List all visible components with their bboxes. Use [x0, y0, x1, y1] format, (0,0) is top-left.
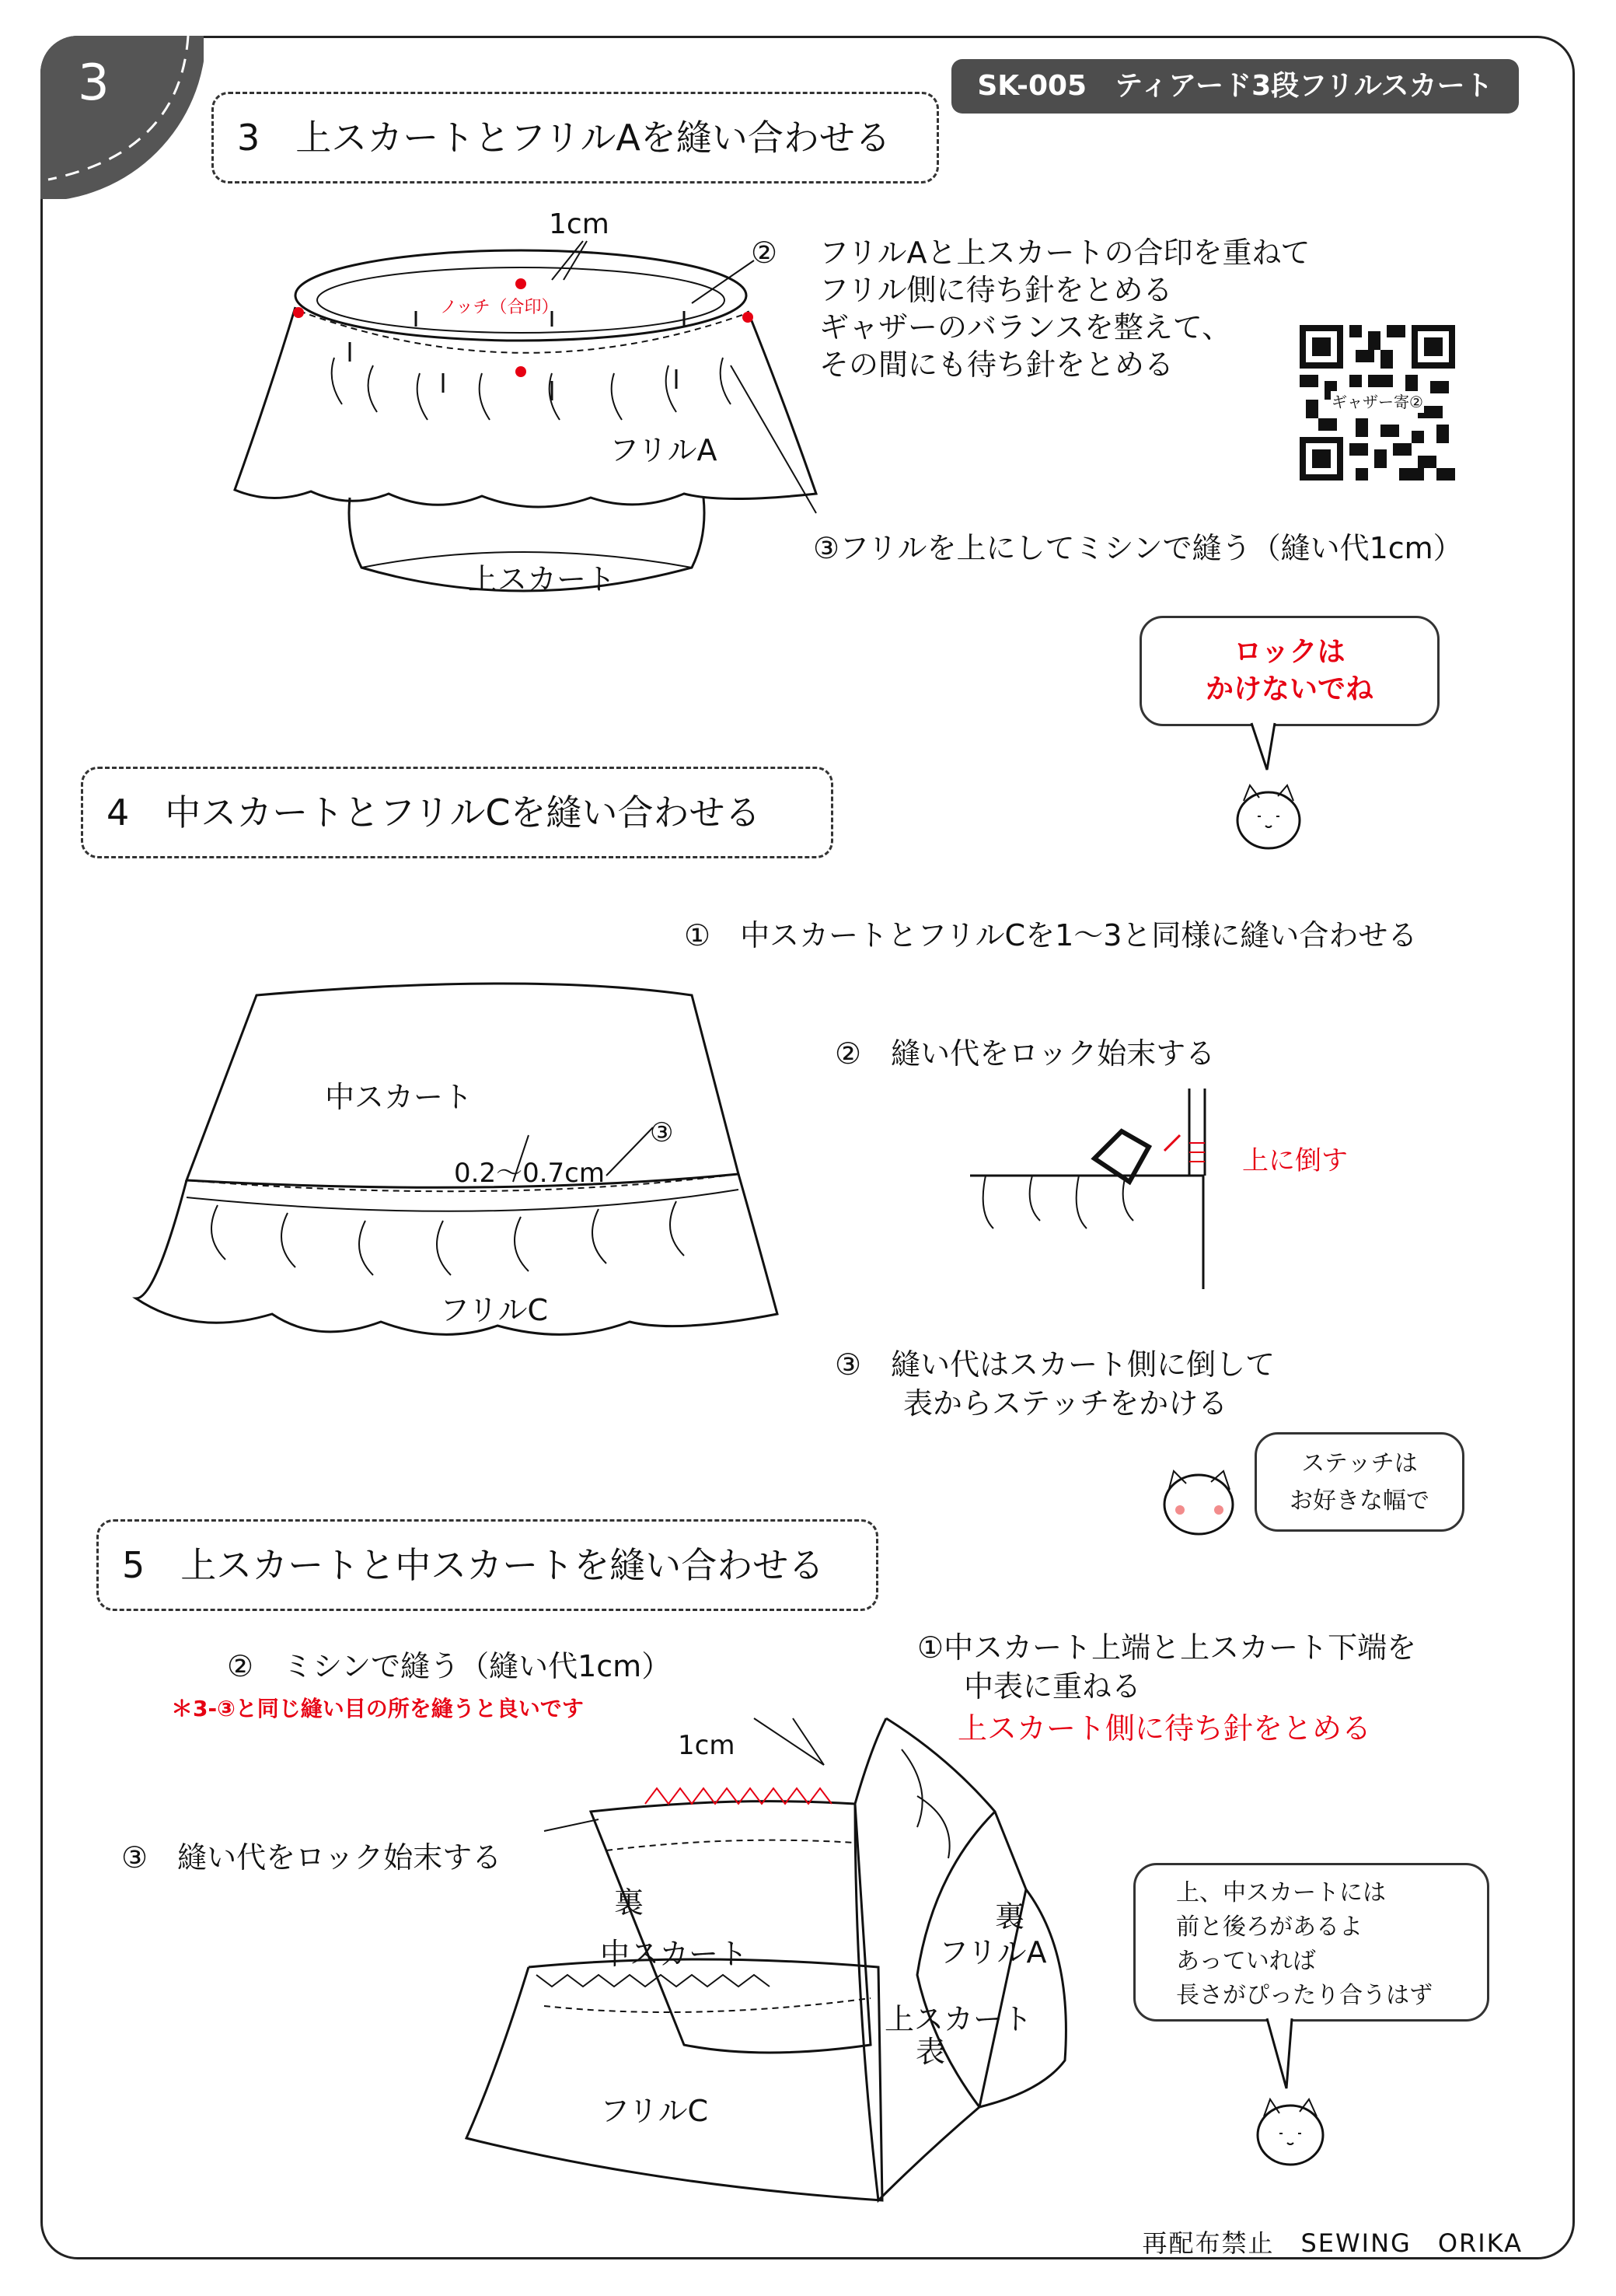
qr-code-label: ギャザー寄②	[1332, 393, 1423, 411]
document-tag: SK-005 ティアード3段フリルスカート	[951, 59, 1519, 114]
step-2-line-3: ギャザーのバランスを整えて、	[819, 310, 1232, 344]
seam-allowance-dimension: 0.2～0.7cm	[454, 1158, 605, 1189]
tip-stitch-line-1: ステッチは	[1301, 1450, 1418, 1477]
page-number-tab	[40, 36, 204, 199]
section-5-step-3: ③ 縫い代をロック始末する	[121, 1840, 502, 1875]
section-5-step-1-red: 上スカート側に待ち針をとめる	[958, 1711, 1372, 1746]
footer-copyright: 再配布禁止 SEWING ORIKA	[1142, 2228, 1523, 2258]
section-5-step-1-line-1: ①中スカート上端と上スカート下端を	[917, 1630, 1417, 1665]
section-3-title: 3 上スカートとフリルAを縫い合わせる	[211, 92, 939, 183]
tip-fb-line-4: 長さがぴったり合うはず	[1176, 1982, 1433, 2009]
section-4-title: 4 中スカートとフリルCを縫い合わせる	[81, 767, 833, 858]
dimension-1cm-label: 1cm	[549, 208, 609, 240]
tip-line-2: かけないでね	[1205, 673, 1373, 705]
frill-a-inside-label: 裏	[995, 1899, 1025, 1934]
tip-bubble-front-back	[1133, 1863, 1489, 2022]
notch-label: ノッチ（合印）	[440, 298, 559, 317]
serge-finish-detail	[970, 1089, 1219, 1298]
frill-c-label-5: フリルC	[600, 2094, 709, 2128]
tip-stitch-line-2: お好きな幅で	[1290, 1487, 1429, 1515]
step-2-line-2: フリル側に待ち針をとめる	[819, 273, 1173, 307]
cat-mascot-icon-2	[1244, 2018, 1337, 2174]
outside-label: 表	[916, 2035, 946, 2069]
section-5-title: 5 上スカートと中スカートを縫い合わせる	[96, 1519, 878, 1611]
step-2-line-1: フリルAと上スカートの合印を重ねて	[819, 236, 1311, 270]
section-4-step-2: ② 縫い代をロック始末する	[835, 1036, 1216, 1071]
tip-bubble-stitch	[1255, 1432, 1464, 1532]
marker-3: ③	[650, 1117, 674, 1148]
upper-skirt-label: 上スカート	[468, 562, 616, 596]
section-4-step-3-line-1: ③ 縫い代はスカート側に倒して	[835, 1347, 1276, 1382]
tip-line-1: ロックは	[1234, 636, 1346, 668]
frill-a-label: フリルA	[609, 433, 717, 467]
frill-c-label: フリルC	[440, 1293, 549, 1327]
frill-a-label-5: フリルA	[939, 1935, 1047, 1969]
section-4-step-1: ① 中スカートとフリルCを1～3と同様に縫い合わせる	[684, 918, 1418, 952]
inside-label: 裏	[614, 1885, 644, 1920]
section-5-step-2-note: ＊3-③と同じ縫い目の所を縫うと良いです	[171, 1696, 584, 1721]
tip-fb-line-3: あっていれば	[1176, 1948, 1316, 1975]
middle-skirt-label-5: 中スカート	[600, 1937, 749, 1971]
section-5-dimension-1cm: 1cm	[678, 1730, 735, 1761]
page-number: 3	[78, 54, 110, 112]
cat-mascot-blush-icon	[1158, 1462, 1244, 1539]
stitch-decoration	[40, 36, 204, 199]
section-5-step-1-line-2: 中表に重ねる	[964, 1669, 1142, 1704]
tip-fb-line-2: 前と後ろがあるよ	[1176, 1913, 1363, 1941]
tip-bubble-no-serge	[1140, 616, 1440, 726]
step-2-number: ②	[751, 236, 778, 270]
section-5-step-2: ② ミシンで縫う（縫い代1cm）	[227, 1649, 672, 1683]
step-3-text: ③フリルを上にしてミシンで縫う（縫い代1cm）	[813, 531, 1463, 565]
upper-skirt-label-5: 上スカート	[885, 2002, 1033, 2036]
step-2-line-4: その間にも待ち針をとめる	[819, 348, 1174, 382]
tip-fb-line-1: 上、中スカートには	[1176, 1879, 1386, 1906]
section-4-step-3-line-2: 表からステッチをかける	[903, 1386, 1228, 1421]
middle-skirt-label: 中スカート	[325, 1080, 473, 1114]
cat-mascot-icon	[1228, 723, 1321, 863]
fold-up-label: 上に倒す	[1242, 1145, 1348, 1176]
